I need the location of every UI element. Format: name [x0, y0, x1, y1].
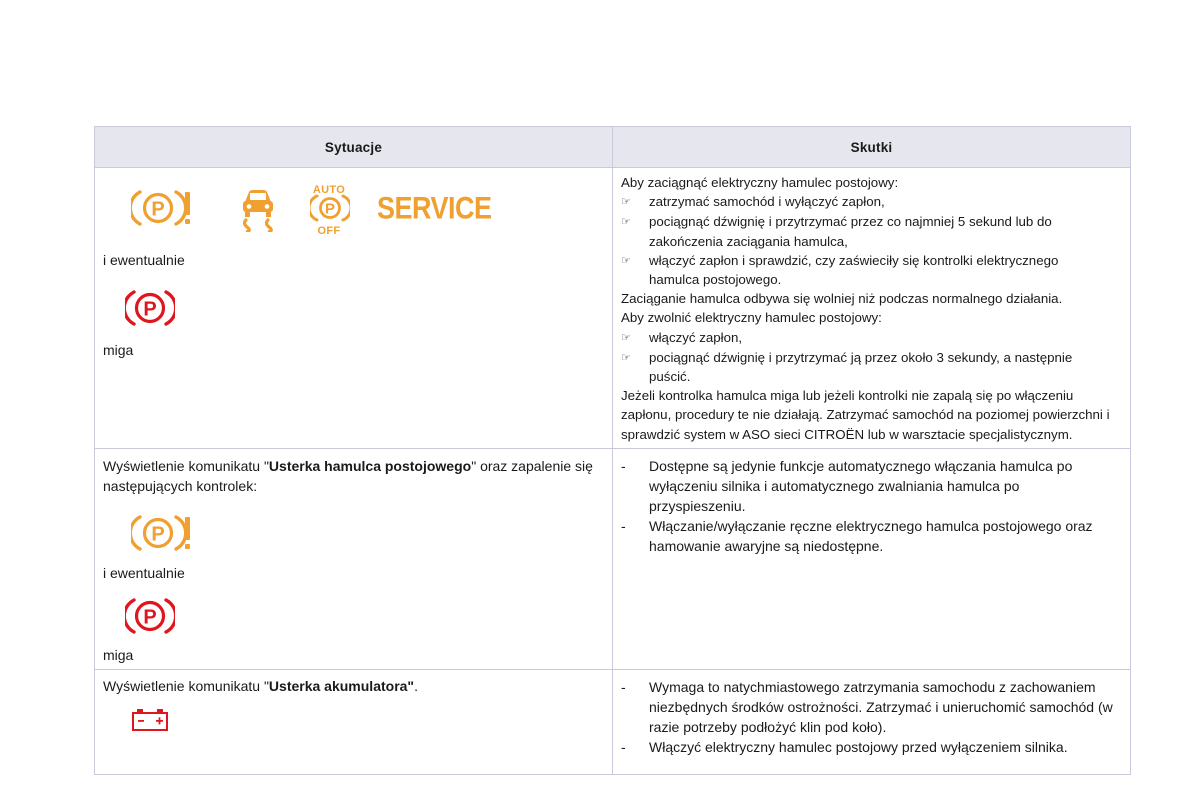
indicator-icons	[103, 708, 604, 737]
list-item	[621, 251, 1124, 289]
situation-cell	[95, 669, 613, 774]
dash-marker: -	[621, 738, 626, 755]
message-name: Usterka hamulca postojowego	[268, 457, 472, 474]
indicator-icons	[103, 282, 604, 334]
park-brake-fault-icon	[131, 188, 195, 228]
list-item	[621, 348, 1124, 386]
svg-text:P: P	[324, 200, 336, 218]
park-brake-icon	[125, 288, 175, 328]
list-item	[621, 677, 1122, 737]
dash-marker: -	[621, 457, 626, 474]
battery-icon	[131, 708, 169, 732]
message-name: Usterka akumulatora"	[268, 677, 415, 694]
blinks-label: miga	[103, 646, 134, 663]
table-row	[95, 448, 1131, 669]
message-prefix: Wyświetlenie komunikatu "	[103, 677, 269, 694]
park-brake-icon	[125, 596, 175, 636]
effect-cell	[613, 448, 1131, 669]
table-header-row	[95, 127, 1131, 168]
list-item	[621, 212, 1124, 250]
list-item-text: Wymaga to natychmiastowego zatrzymania samochodu z zachowaniem niezbędnych środków ostrożności. Zatrzymać i unieruchomić samochód (w razie potrzeby podłożyć klin pod koło).	[649, 678, 1113, 735]
dash-marker: -	[621, 678, 626, 695]
message-suffix: .	[414, 677, 418, 694]
indicator-icons	[103, 591, 604, 641]
pointer-icon: ☞	[621, 331, 631, 344]
situation-cell	[95, 168, 613, 449]
dash-marker: -	[621, 517, 626, 534]
message-prefix: Wyświetlenie komunikatu "	[103, 457, 269, 474]
and-possibly-label: i ewentualnie	[103, 252, 185, 268]
service-icon: SERVICE	[377, 190, 492, 226]
list-item	[621, 192, 1124, 212]
list-item-text: włączyć zapłon i sprawdzić, czy zaświeciły się kontrolki elektrycznego hamulca postojowego.	[649, 252, 1059, 288]
pointer-icon: ☞	[621, 196, 631, 209]
auto-park-off-icon	[307, 182, 355, 237]
apply-intro: Aby zaciągnąć elektryczny hamulec postojowy:	[621, 175, 899, 190]
list-item-text: Włączanie/wyłączanie ręczne elektrycznego hamulca postojowego oraz hamowanie awaryjne są niedostępne.	[649, 517, 1093, 554]
list-item-text: Włączyć elektryczny hamulec postojowy przed wyłączeniem silnika.	[649, 738, 1068, 755]
list-item	[621, 516, 1122, 556]
list-item-text: Dostępne są jedynie funkcje automatycznego włączania hamulca po wyłączeniu silnika i automatycznego zwalniania hamulca po przyspieszeniu.	[649, 457, 1073, 514]
pointer-icon: ☞	[621, 351, 631, 364]
effect-cell	[613, 168, 1131, 449]
svg-text:P: P	[143, 606, 157, 629]
table-row	[95, 669, 1131, 774]
svg-text:P: P	[151, 523, 165, 546]
table-row	[95, 168, 1131, 449]
header-situations: Sytuacje	[95, 127, 613, 168]
list-item-text: włączyć zapłon,	[649, 329, 743, 345]
header-effects: Skutki	[613, 127, 1131, 168]
blinks-label: miga	[103, 342, 134, 358]
release-intro: Aby zwolnić elektryczny hamulec postojowy:	[621, 310, 882, 326]
off-label: OFF	[317, 225, 341, 237]
svg-text:P: P	[143, 298, 157, 321]
svg-text:P: P	[151, 198, 165, 221]
list-item-text: zatrzymać samochód i wyłączyć zapłon,	[649, 194, 885, 210]
list-item-text: pociągnąć dźwignię i przytrzymać ją przez około 3 sekundy, a następnie puścić.	[649, 349, 1073, 385]
list-item	[621, 737, 1122, 757]
park-brake-fault-icon	[131, 513, 195, 553]
situation-cell	[95, 448, 613, 669]
warning-lights-table	[94, 126, 1131, 775]
indicator-icons	[103, 176, 604, 240]
message-text	[103, 676, 604, 696]
list-item	[621, 456, 1122, 516]
skid-control-icon	[233, 184, 281, 232]
warning-text: Jeżeli kontrolka hamulca miga lub jeżeli kontrolki nie zapalą się po włączeniu zapłonu, procedury te nie działają. Zatrzymać samochód na poziomej powierzchni i sprawdzić system w ASO sieci CITROËN lub w warsztacie specjalistycznym.	[621, 388, 1110, 442]
message-text	[103, 456, 604, 496]
list-item	[621, 328, 1124, 348]
auto-label: AUTO	[312, 184, 346, 196]
pointer-icon: ☞	[621, 216, 631, 229]
pointer-icon: ☞	[621, 254, 631, 267]
and-possibly-label: i ewentualnie	[103, 564, 185, 581]
message-suffix: " oraz zapalenie się następujących kontrolek:	[103, 457, 593, 494]
auto-park-symbol	[310, 193, 350, 223]
slow-note: Zaciąganie hamulca odbywa się wolniej niż podczas normalnego działania.	[621, 291, 1063, 307]
indicator-icons	[103, 508, 604, 558]
list-item-text: pociągnąć dźwignię i przytrzymać przez co najmniej 5 sekund lub do zakończenia zaciągania hamulca,	[649, 214, 1052, 249]
effect-cell	[613, 669, 1131, 774]
